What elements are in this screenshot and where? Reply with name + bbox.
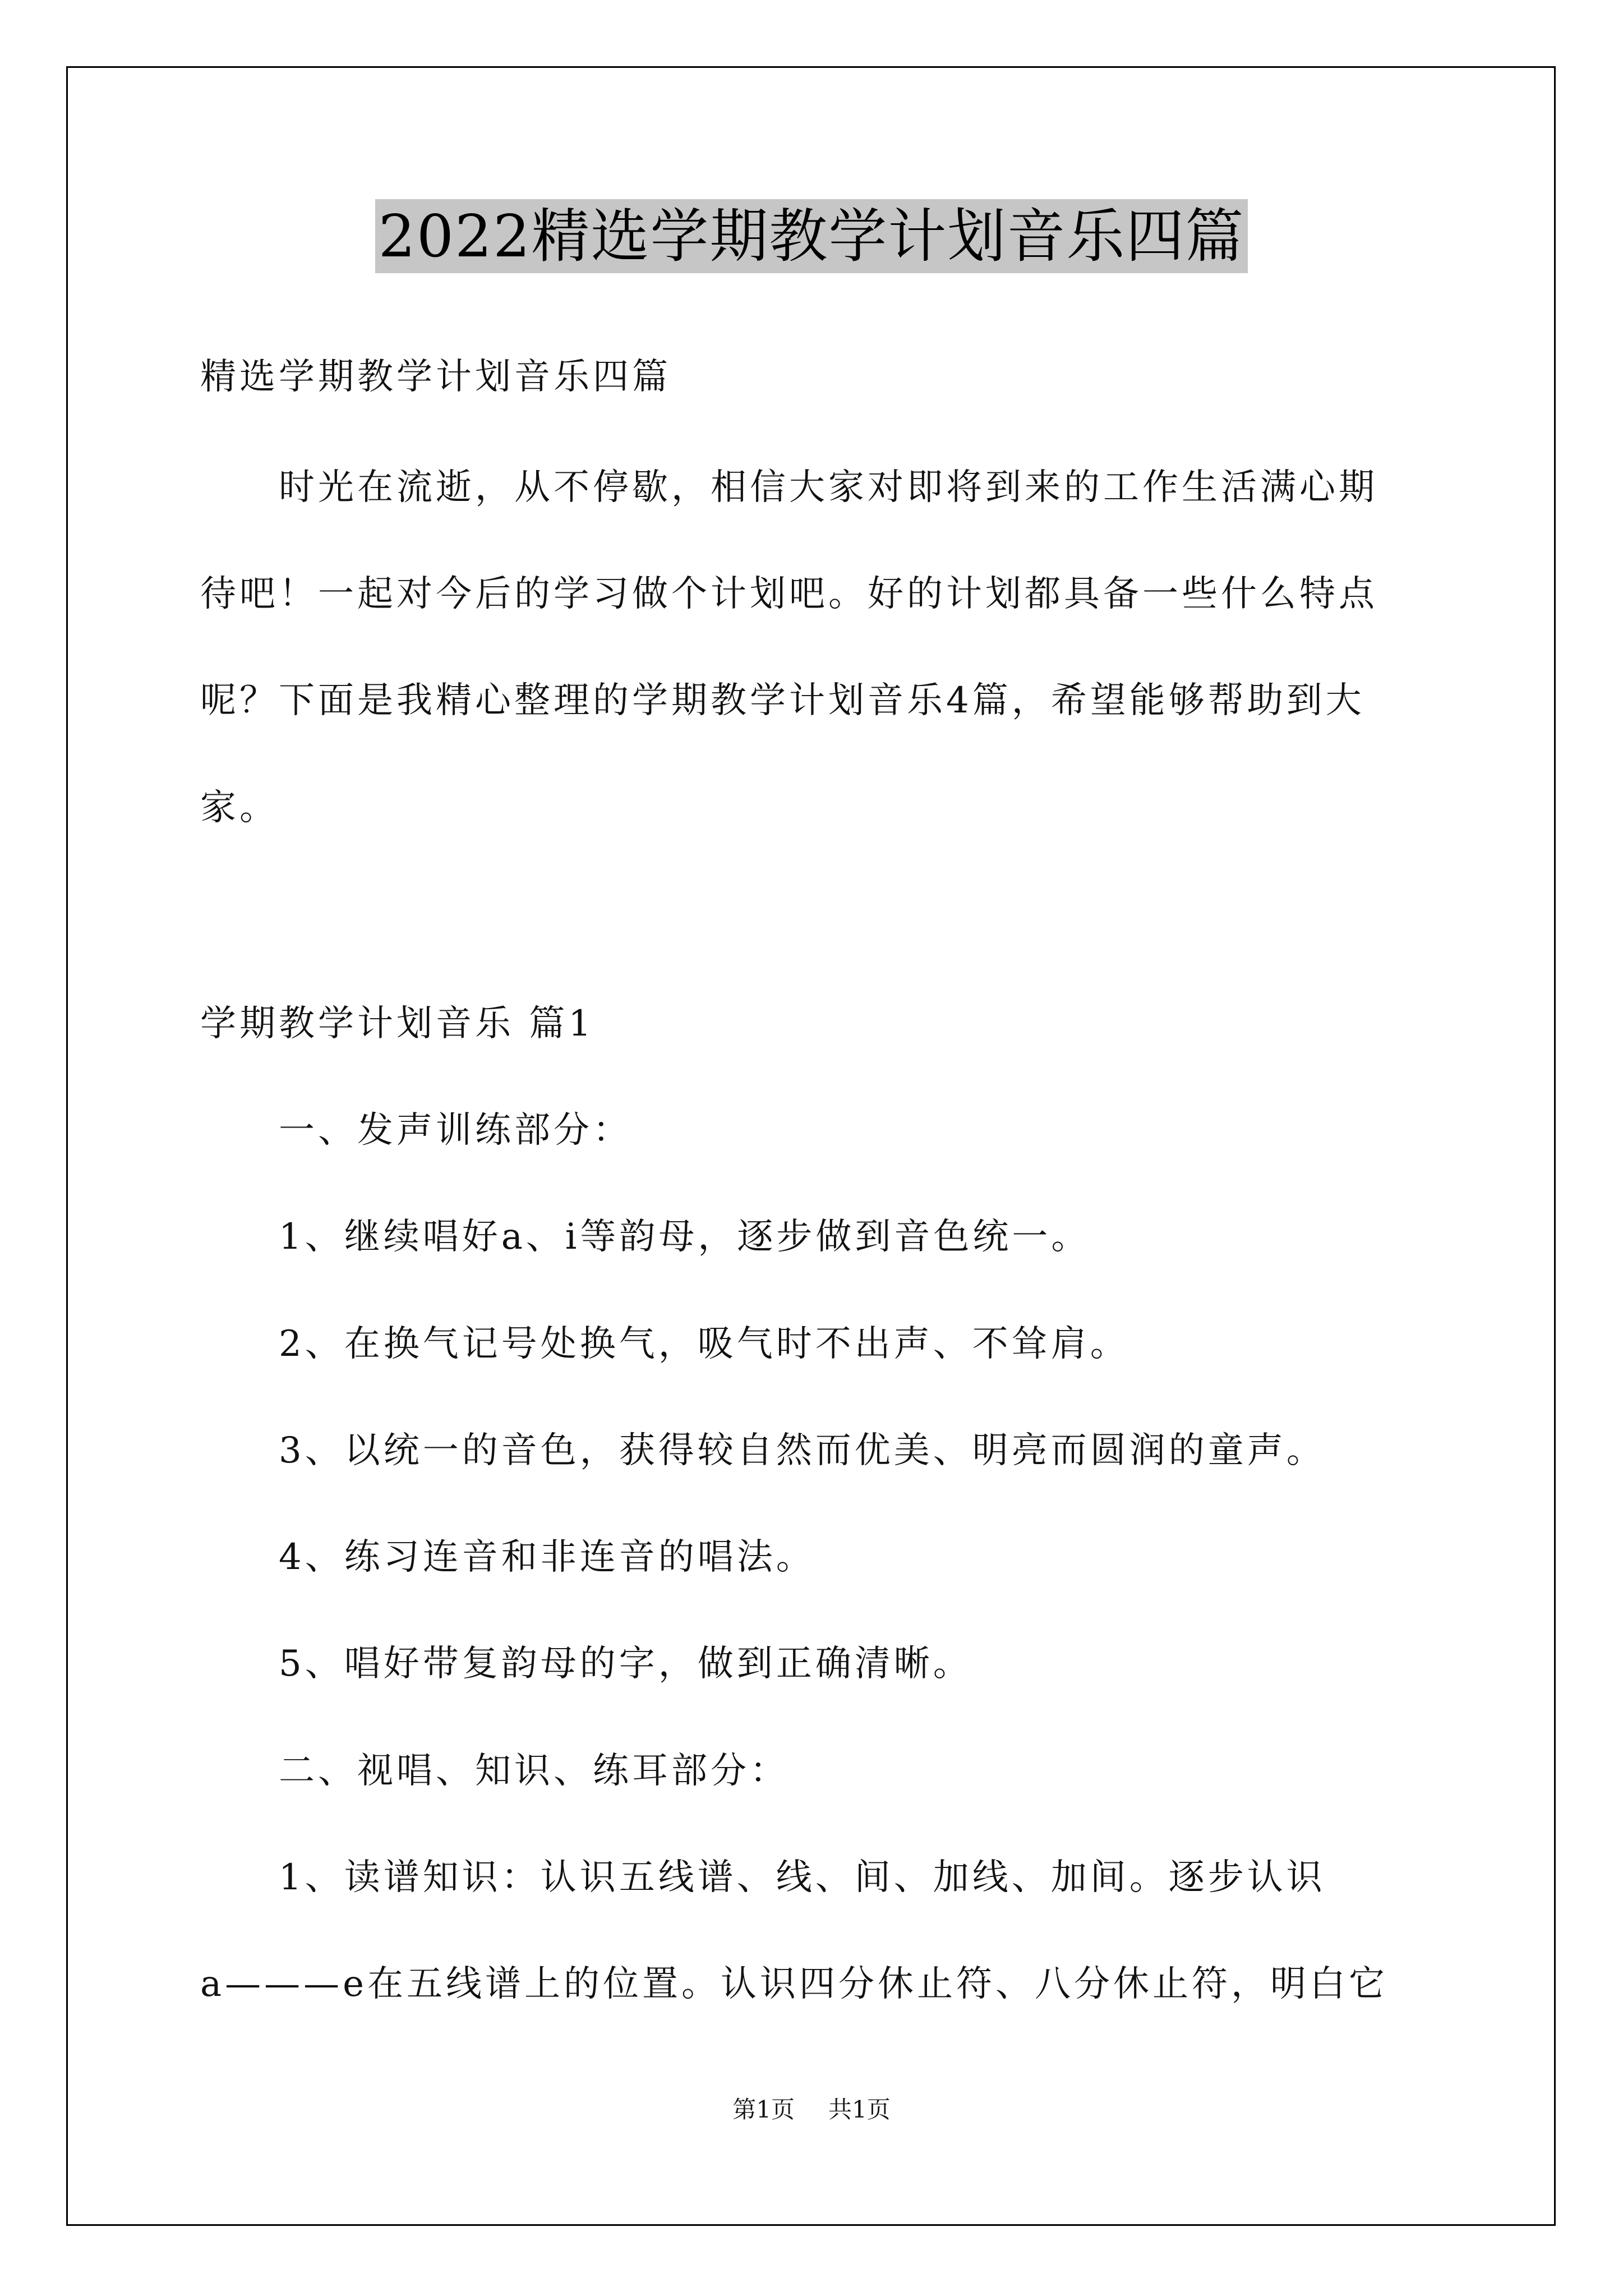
list-item: 2、在换气记号处换气，吸气时不出声、不耸肩。 xyxy=(279,1323,1129,1365)
page-footer xyxy=(0,2095,1623,2124)
section-heading: 学期教学计划音乐 篇1 xyxy=(200,1003,595,1045)
intro-paragraph-line: 待吧！一起对今后的学习做个计划吧。好的计划都具备一些什么特点 xyxy=(200,573,1378,615)
part-title: 一、发声训练部分： xyxy=(279,1110,632,1151)
list-item: 4、练习连音和非连音的唱法。 xyxy=(279,1536,815,1578)
list-item: 1、读谱知识：认识五线谱、线、间、加线、加间。逐步认识 xyxy=(279,1857,1326,1898)
page-total: 共1页 xyxy=(828,2096,891,2123)
intro-paragraph-line: 呢？下面是我精心整理的学期教学计划音乐4篇，希望能够帮助到大 xyxy=(200,680,1365,721)
document-subtitle: 精选学期教学计划音乐四篇 xyxy=(200,356,671,398)
intro-paragraph-line: 家。 xyxy=(200,787,279,829)
page-number: 第1页 xyxy=(732,2096,795,2123)
title-container xyxy=(0,199,1623,273)
list-item: 1、继续唱好a、i等韵母，逐步做到音色统一。 xyxy=(279,1216,1091,1258)
list-item: 5、唱好带复韵母的字，做到正确清晰。 xyxy=(279,1643,972,1685)
list-item-continuation: a———e在五线谱上的位置。认识四分休止符、八分休止符，明白它 xyxy=(200,1963,1389,2005)
part-title: 二、视唱、知识、练耳部分： xyxy=(279,1750,789,1792)
list-item: 3、以统一的音色，获得较自然而优美、明亮而圆润的童声。 xyxy=(279,1430,1326,1471)
intro-paragraph-line: 时光在流逝，从不停歇，相信大家对即将到来的工作生活满心期 xyxy=(279,467,1378,508)
document-title: 2022精选学期教学计划音乐四篇 xyxy=(375,199,1248,273)
